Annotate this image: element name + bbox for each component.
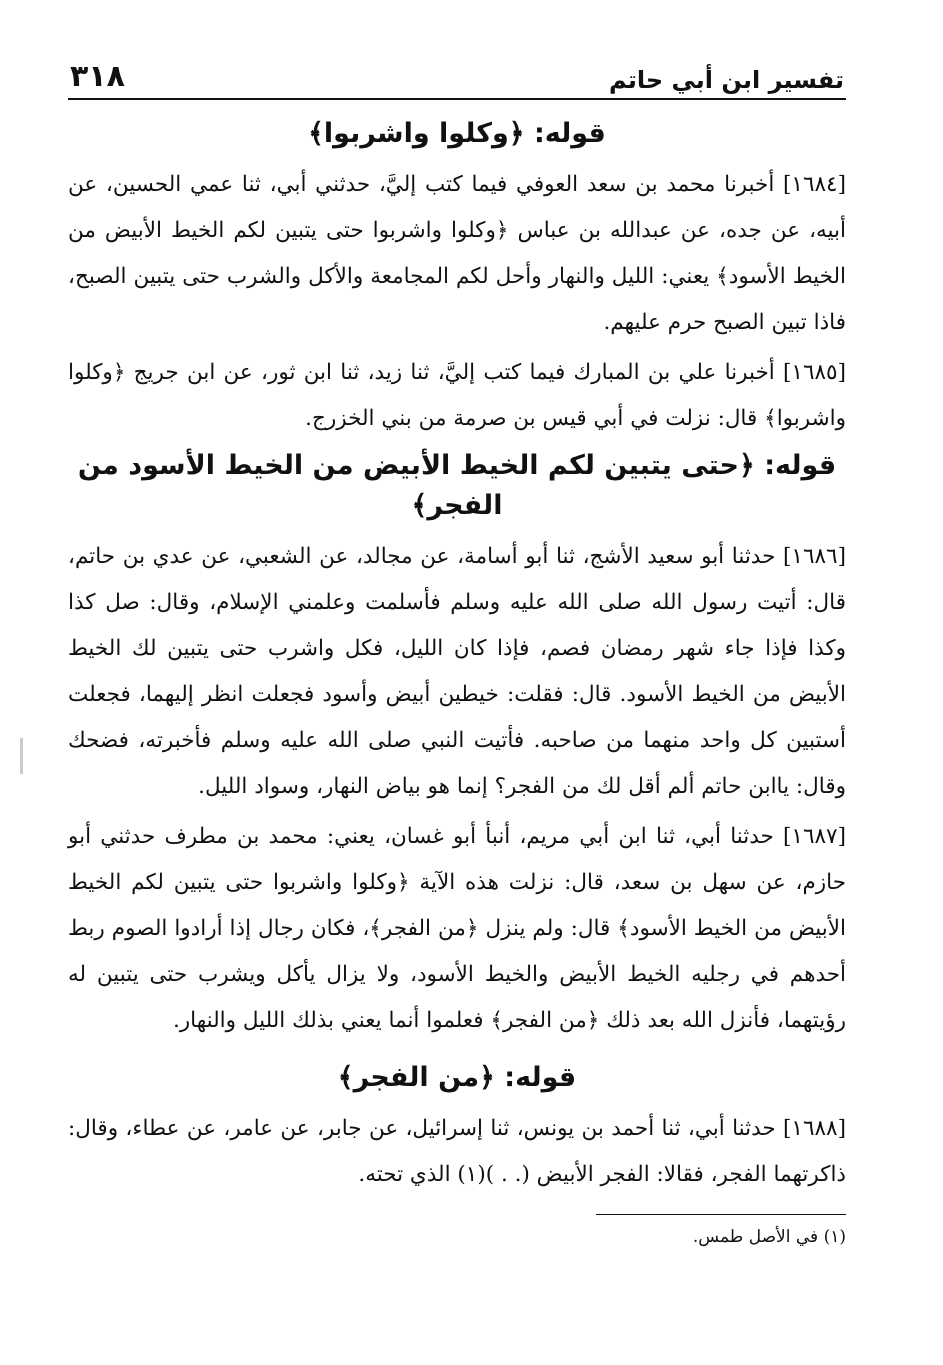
section-heading: قوله: ﴿من الفجر﴾ (337, 1062, 577, 1093)
book-page (68, 46, 846, 1251)
page-header (68, 46, 846, 100)
book-title: تفسير ابن أبي حاتم (609, 66, 844, 94)
section-1 (68, 114, 846, 442)
section-heading: قوله: ﴿حتى يتبين لكم الخيط الأبيض من الخيط الأسود من الفجر﴾ (77, 450, 837, 521)
scan-edge-mark (20, 738, 23, 774)
hadith-1688: [١٦٨٨] حدثنا أبي، ثنا أحمد بن يونس، ثنا إسرائيل، عن جابر، عن عامر، عن عطاء، وقال: ذاكرتهما الفجر، فقالا: الفجر الأبيض (. . )(١) الذي تحته. (68, 1116, 846, 1187)
hadith-1686: [١٦٨٦] حدثنا أبو سعيد الأشج، ثنا أبو أسامة، عن مجالد، عن الشعبي، عن عدي بن حاتم، قال: أتيت رسول الله صلى الله عليه وسلم فأسلمت وعلمني الإسلام، وقال: صل كذا وكذا فإذا جاء شهر رمضان فصم، فإذا كان الليل، فكل واشرب حتى يتبين لك الخيط الأبيض من الخيط الأسود. قال: فقلت: خيطين أبيض وأسود فجعلت انظر إليهما، فجعلت أستبين كل واحد منهما من صاحبه. فأتيت النبي صلى الله عليه وسلم فأخبرته، فضحك وقال: ياابن حاتم ألم أقل لك من الفجر؟ إنما هو بياض النهار، وسواد الليل. (68, 544, 846, 799)
section-2 (68, 446, 846, 1044)
section-3 (68, 1058, 846, 1198)
page-number: ٣١٨ (70, 59, 125, 94)
hadith-1685: [١٦٨٥] أخبرنا علي بن المبارك فيما كتب إليَّ، ثنا زيد، ثنا ابن ثور، عن ابن جريج ﴿وكلوا واشربوا﴾ قال: نزلت في أبي قيس بن صرمة من بني الخزرج. (68, 360, 846, 431)
section-heading: قوله: ﴿وكلوا واشربوا﴾ (308, 118, 606, 149)
footnote-divider (596, 1214, 846, 1215)
hadith-1687: [١٦٨٧] حدثنا أبي، ثنا ابن أبي مريم، أنبأ أبو غسان، يعني: محمد بن مطرف حدثني أبو حازم، عن سهل بن سعد، قال: نزلت هذه الآية ﴿وكلوا واشربوا حتى يتبين لكم الخيط الأبيض من الخيط الأسود﴾ قال: ولم ينزل ﴿من الفجر﴾، فكان رجال إذا أرادوا الصوم ربط أحدهم في رجليه الخيط الأبيض والخيط الأسود، ولا يزال يأكل ويشرب حتى يتبين له رؤيتهما، فأنزل الله بعد ذلك ﴿من الفجر﴾ فعلموا أنما يعني بذلك الليل والنهار. (68, 824, 846, 1033)
footnote: (١) في الأصل طمس. (692, 1227, 846, 1247)
hadith-1684: [١٦٨٤] أخبرنا محمد بن سعد العوفي فيما كتب إليَّ، حدثني أبي، ثنا عمي الحسين، عن أبيه، عن جده، عن عبدالله بن عباس ﴿وكلوا واشربوا حتى يتبين لكم الخيط الأبيض من الخيط الأسود﴾ يعني: الليل والنهار وأحل لكم المجامعة والأكل والشرب حتى يتبين الصبح، فاذا تبين الصبح حرم عليهم. (68, 172, 846, 335)
